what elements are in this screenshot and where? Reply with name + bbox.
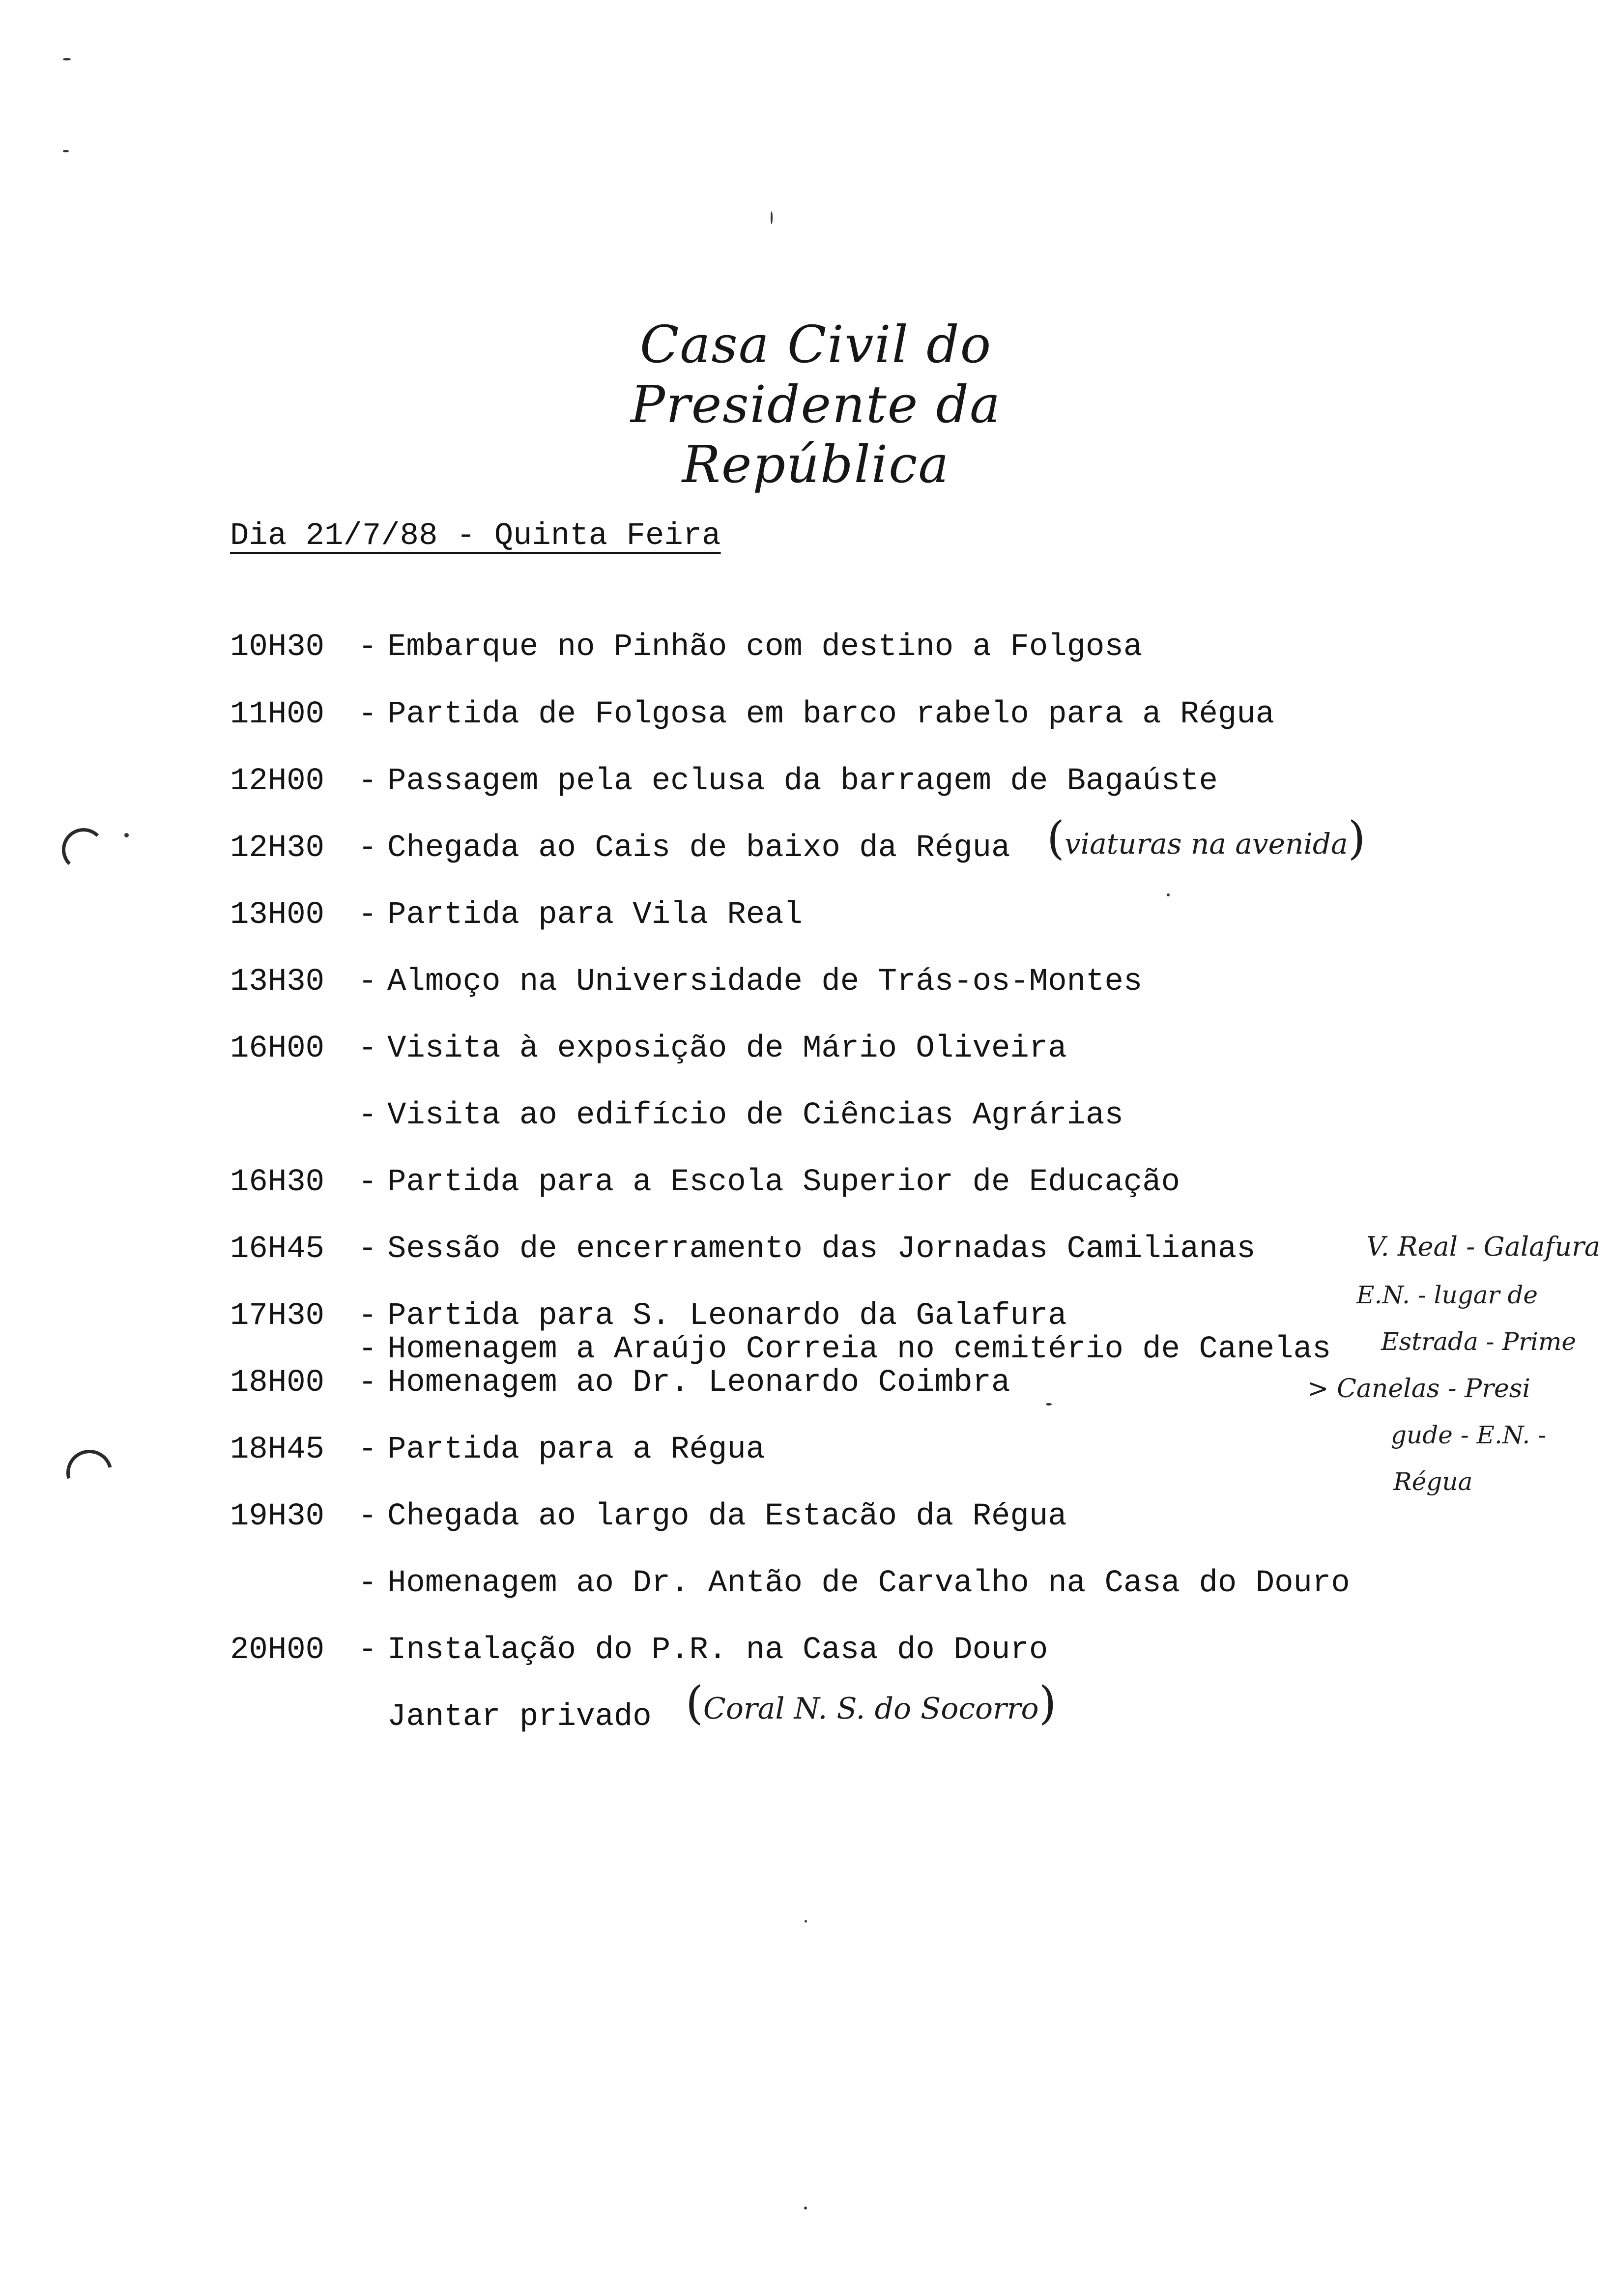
schedule-text: Homenagem ao Dr. Leonardo Coimbra <box>387 1365 1010 1401</box>
punch-hole-mark <box>62 828 105 871</box>
schedule-text: Chegada ao largo da Estacão da Régua <box>387 1499 1067 1534</box>
schedule-text: Chegada ao Cais de baixo da Régua <box>387 831 1010 866</box>
scan-speck <box>63 58 71 60</box>
schedule-time: 11H00 <box>230 697 325 732</box>
schedule-time: 13H30 <box>230 964 325 1000</box>
dash: - <box>358 831 377 866</box>
schedule-time: 20H00 <box>230 1633 325 1668</box>
schedule-time: 13H00 <box>230 897 325 933</box>
schedule-time: 17H30 <box>230 1298 325 1334</box>
handwritten-margin-line: gude - E.N. - <box>1391 1421 1547 1449</box>
schedule-row <box>230 1434 765 1465</box>
day-title: Dia 21/7/88 - Quinta Feira <box>230 518 721 554</box>
schedule-time: 19H30 <box>230 1499 325 1534</box>
schedule-row <box>230 1501 1067 1532</box>
schedule-text: Partida para Vila Real <box>387 897 803 933</box>
letterhead: Casa Civil do Presidente da República <box>631 315 1001 494</box>
schedule-time: 12H00 <box>230 764 325 799</box>
schedule-time: 10H30 <box>230 630 325 665</box>
arrow-icon: > <box>1307 1374 1337 1404</box>
schedule-row <box>230 1033 1067 1064</box>
scan-speck <box>805 1920 807 1923</box>
dash: - <box>358 697 377 732</box>
schedule-row <box>230 699 1274 730</box>
dash: - <box>358 1332 377 1367</box>
dash: - <box>358 764 377 799</box>
schedule-row <box>230 1367 1010 1399</box>
scan-speck <box>63 150 69 152</box>
dash: - <box>358 897 377 933</box>
schedule-text: Visita ao edifício de Ciências Agrárias <box>387 1098 1123 1133</box>
schedule-text: Homenagem a Araújo Correia no cemitério de Canelas <box>387 1332 1331 1367</box>
scan-speck <box>771 211 773 224</box>
handwritten-note-text: Coral N. S. do Socorro <box>703 1692 1039 1726</box>
schedule-text: Passagem pela eclusa da barragem de Bagaúste <box>387 764 1218 799</box>
dash: - <box>358 1365 377 1401</box>
schedule-text: Visita à exposição de Mário Oliveira <box>387 1031 1067 1066</box>
punch-hole-mark <box>58 1441 121 1504</box>
schedule-row <box>230 766 1218 797</box>
schedule-text: Partida de Folgosa em barco rabelo para a Régua <box>387 697 1275 732</box>
schedule-text: Jantar privado <box>387 1699 652 1735</box>
schedule-text: Sessão de encerramento das Jornadas Camilianas <box>387 1232 1256 1267</box>
schedule-text: Partida para S. Leonardo da Galafura <box>387 1298 1067 1334</box>
schedule-time: 16H30 <box>230 1165 325 1200</box>
schedule-row <box>230 1701 652 1733</box>
schedule-row <box>230 1568 1350 1599</box>
schedule-row <box>230 1100 1123 1131</box>
schedule-row <box>230 1167 1180 1198</box>
schedule-row <box>230 832 1010 864</box>
handwritten-margin-line: Régua <box>1393 1467 1473 1496</box>
schedule-time: 16H45 <box>230 1232 325 1267</box>
schedule-time: 12H30 <box>230 831 325 866</box>
schedule-row <box>230 1234 1256 1265</box>
scan-speck <box>124 833 129 837</box>
dash: - <box>358 1499 377 1534</box>
schedule-time: 18H45 <box>230 1432 325 1467</box>
schedule-time: 16H00 <box>230 1031 325 1066</box>
handwritten-margin-line <box>1307 1376 1530 1402</box>
schedule-row <box>230 631 1142 663</box>
dash: - <box>358 1098 377 1133</box>
dash: - <box>358 1432 377 1467</box>
handwritten-note: (viaturas na avenida) <box>1047 812 1366 864</box>
schedule-text: Embarque no Pinhão com destino a Folgosa <box>387 630 1143 665</box>
dash: - <box>358 1031 377 1066</box>
handwritten-margin-line: Estrada - Prime <box>1381 1327 1576 1356</box>
dash: - <box>358 630 377 665</box>
handwritten-margin-line: E.N. - lugar de <box>1356 1281 1538 1309</box>
dash: - <box>358 1566 377 1601</box>
schedule-time: 18H00 <box>230 1365 325 1401</box>
handwritten-margin-line: V. Real - Galafura <box>1366 1231 1601 1262</box>
scan-speck <box>1046 1403 1052 1406</box>
schedule-text: Almoço na Universidade de Trás-os-Montes <box>387 964 1143 1000</box>
dash: - <box>358 964 377 1000</box>
schedule-text: Instalação do P.R. na Casa do Douro <box>387 1633 1048 1668</box>
schedule-row <box>230 966 1142 998</box>
schedule-row <box>230 1334 1331 1365</box>
handwritten-margin-text: Canelas - Presi <box>1337 1374 1531 1404</box>
dash: - <box>358 1633 377 1668</box>
handwritten-note-text: viaturas na avenida <box>1064 827 1348 861</box>
scan-speck <box>1167 893 1170 896</box>
dash: - <box>358 1232 377 1267</box>
schedule-row <box>230 1300 1067 1332</box>
schedule-text: Homenagem ao Dr. Antão de Carvalho na Casa do Douro <box>387 1566 1350 1601</box>
schedule-text: Partida para a Escola Superior de Educação <box>387 1165 1180 1200</box>
schedule-text: Partida para a Régua <box>387 1432 765 1467</box>
scan-speck <box>804 2207 807 2210</box>
dash: - <box>358 1165 377 1200</box>
dash <box>348 1701 387 1733</box>
dash: - <box>358 1298 377 1334</box>
schedule-row <box>230 1635 1048 1666</box>
schedule-row <box>230 899 803 931</box>
handwritten-note: (Coral N. S. do Socorro) <box>686 1677 1057 1729</box>
